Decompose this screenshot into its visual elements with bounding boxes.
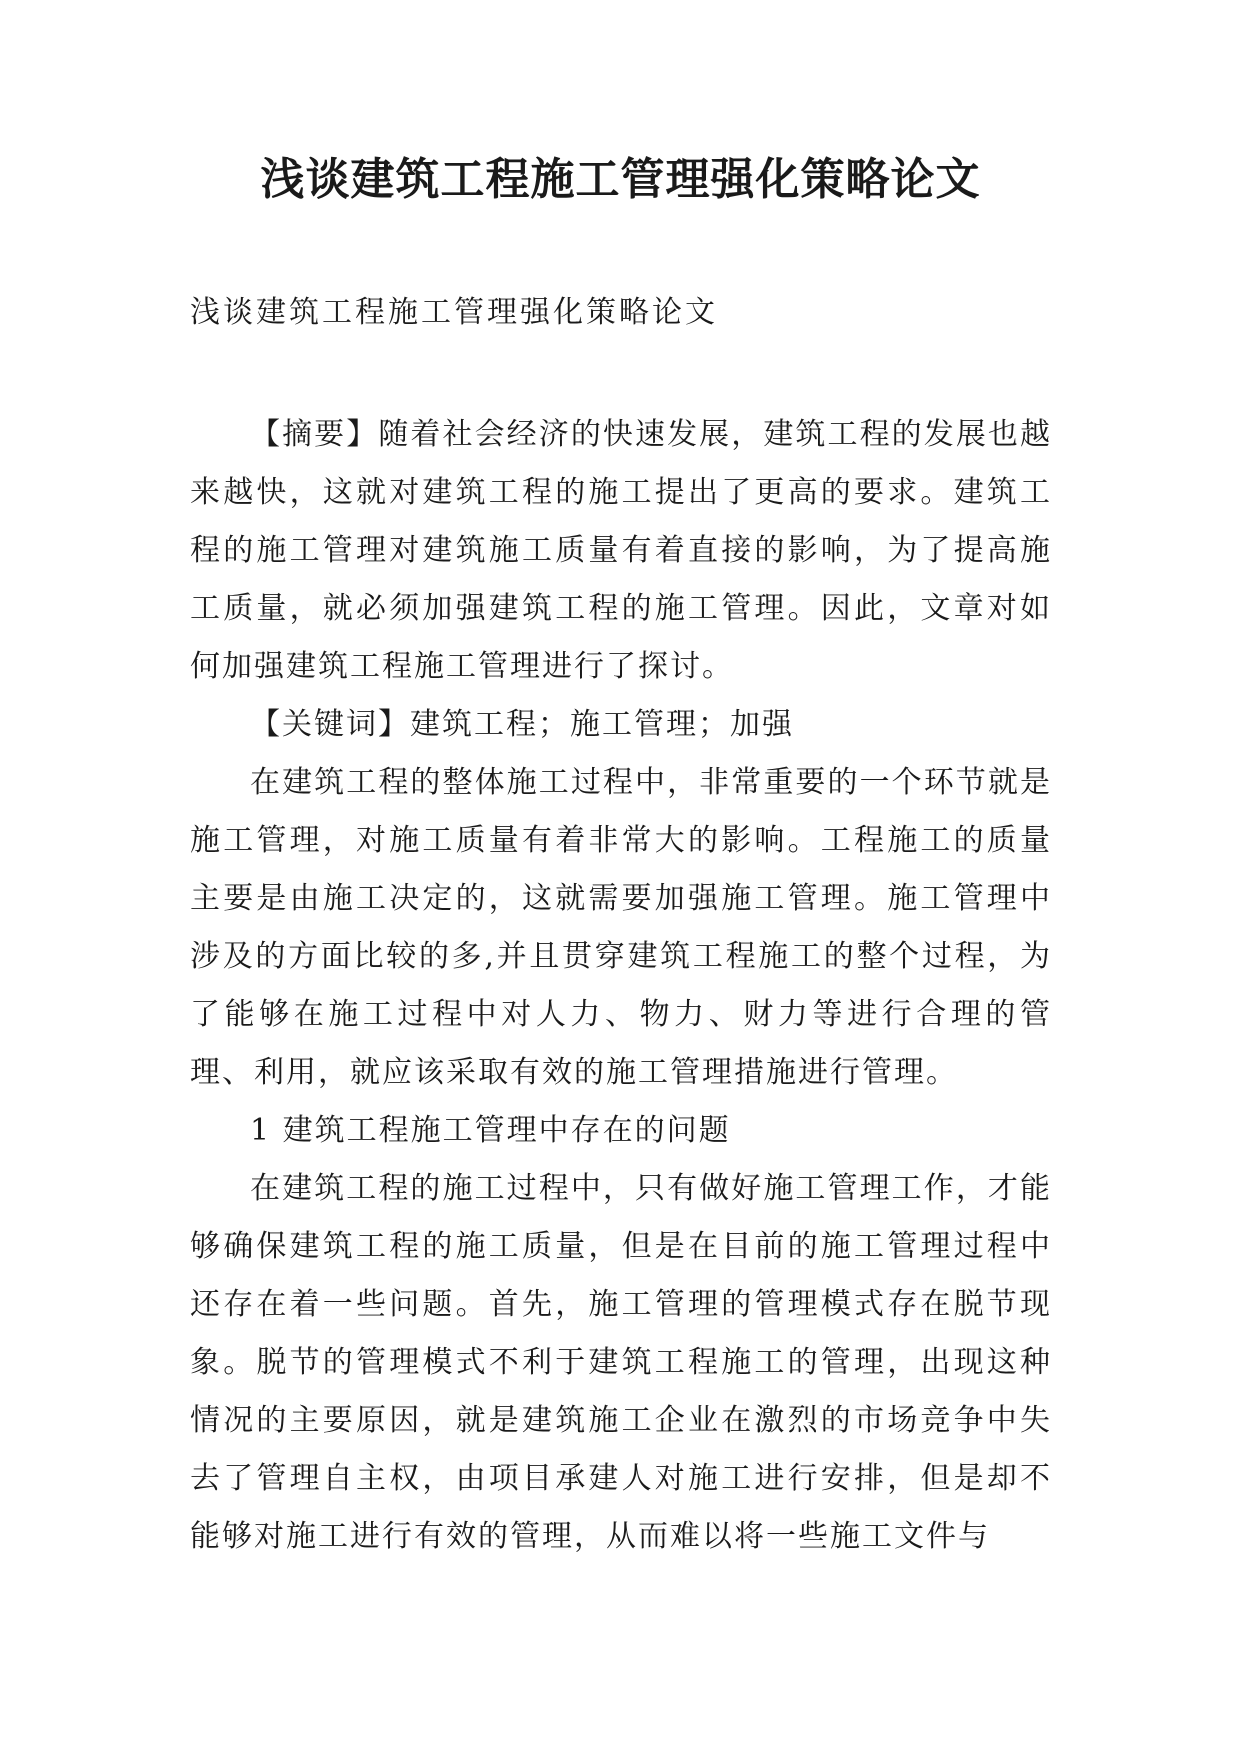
body-paragraph: 在建筑工程的施工过程中，只有做好施工管理工作，才能够确保建筑工程的施工质量，但是在目前的施工管理过程中还存在着一些问题。首先，施工管理的管理模式存在脱节现象。脱节的管理模式不利于建筑工程施工的管理，出现这种情况的主要原因，就是建筑施工企业在激烈的市场竞争中失去了管理自主权，由项目承建人对施工进行安排，但是却不能够对施工进行有效的管理，从而难以将一些施工文件与 [190,1171,1052,1554]
intro-paragraph: 在建筑工程的整体施工过程中，非常重要的一个环节就是施工管理，对施工质量有着非常大的影响。工程施工的质量主要是由施工决定的，这就需要加强施工管理。施工管理中涉及的方面比较的多,并且贯穿建筑工程施工的整个过程，为了能够在施工过程中对人力、物力、财力等进行合理的管理、利用，就应该采取有效的施工管理措施进行管理。 [190,765,1052,1090]
abstract-paragraph: 【摘要】随着社会经济的快速发展，建筑工程的发展也越来越快，这就对建筑工程的施工提出了更高的要求。建筑工程的施工管理对建筑施工质量有着直接的影响，为了提高施工质量，就必须加强建筑工程的施工管理。因此，文章对如何加强建筑工程施工管理进行了探讨。 [190,417,1052,684]
document-subtitle: 浅谈建筑工程施工管理强化策略论文 [190,295,718,330]
document-title: 浅谈建筑工程施工管理强化策略论文 [260,154,981,205]
document-body [190,406,1052,1566]
section-heading: 1 建筑工程施工管理中存在的问题 [250,1113,731,1148]
keywords-paragraph: 【关键词】建筑工程；施工管理；加强 [250,707,794,742]
